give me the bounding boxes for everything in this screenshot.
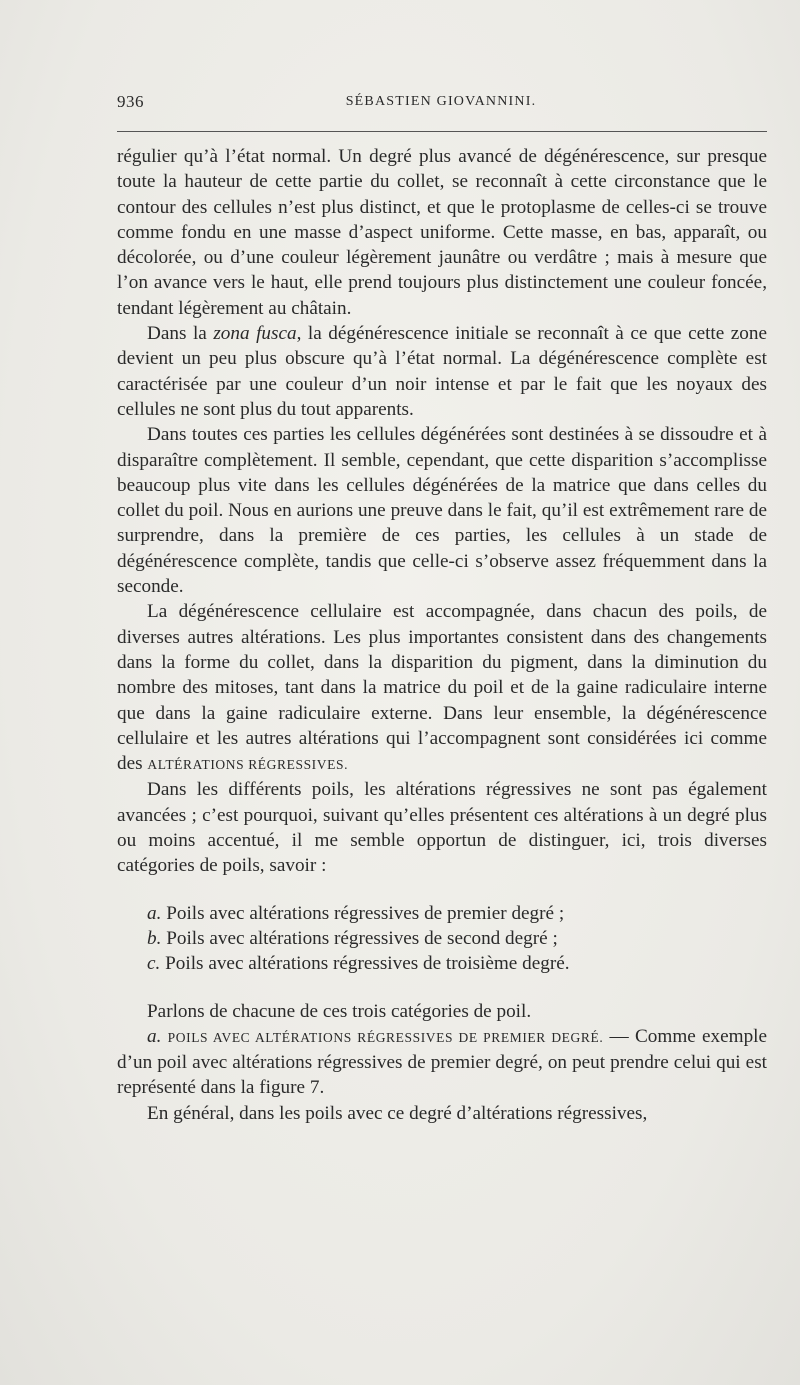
list-text-b: Poils avec altérations régressives de second degré ; [161, 927, 558, 949]
paragraph-2-rest: , la dégénérescence initiale se reconnaît à ce que cette zone devient un peu plus obscure qu’à l’état normal. La dégénérescence complète est caractérisée par une couleur d’un noir intense et par le fait que les noyaux des cellules ne sont plus du tout apparents. [117, 323, 768, 420]
running-head: SÉBASTIEN GIOVANNINI. [345, 94, 537, 109]
paragraph-4-start: La dégénérescence cellulaire est accompagnée, dans chacun des poils, de diverses autres altérations. Les plus importantes consistent dans des changements dans la forme du collet, dans la disparition du pigment, dans la diminution du nombre des mitoses, tant dans la matrice du poil et de la gaine radiculaire interne que dans la gaine radiculaire externe. Dans leur ensemble, la dégénérescence cellulaire et les autres altérations qui l’accompagnent sont considérées ici comme des [117, 601, 767, 775]
section-label-a: a. [147, 1025, 162, 1047]
list-item-a [117, 901, 767, 926]
paragraph-3: Dans toutes ces parties les cellules dégénérées sont destinées à se dissoudre et à disparaître complètement. Il semble, cependant, que cette disparition s’accomplisse beaucoup plus vite dans les cellules dégénérées de la matrice que dans celles du collet du poil. Nous en aurions une preuve dans le fait, qu’il est extrêmement rare de surprendre, dans la première de ces parties, les cellules à un stade de dégénérescence complète, tandis que celle-ci s’observe assez fréquemment dans la seconde. [117, 424, 767, 598]
page-header [117, 92, 765, 122]
paragraph-6: Parlons de chacune de ces trois catégories de poil. [147, 1000, 532, 1022]
list-item-b [117, 926, 767, 951]
paragraph-4-smallcaps: ALTÉRATIONS RÉGRESSIVES. [147, 757, 349, 773]
list-marker-b: b. [147, 927, 162, 949]
paragraph-1: régulier qu’à l’état normal. Un degré plus avancé de dégénérescence, sur presque toute la hauteur de cette partie du collet, se reconnaît à cette circonstance que le contour des cellules n’est plus distinct, et que le protoplasme de celles-ci se trouve comme fondu en une masse d’aspect uniforme. Cette masse, en bas, apparaît, ou décolorée, ou d’une couleur légèrement jaunâtre ou verdâtre ; mais à mesure que l’on avance vers le haut, elle prend toujours plus distinctement une couleur foncée, tendant légèrement au châtain. [117, 146, 767, 319]
list-marker-c: c. [147, 953, 161, 975]
paragraph-4 [117, 599, 767, 777]
list-item-c [117, 951, 767, 976]
category-list [117, 901, 767, 977]
list-text-a: Poils avec altérations régressives de premier degré ; [161, 902, 565, 924]
section-heading-smallcaps: POILS AVEC ALTÉRATIONS RÉGRESSIVES DE PREMIER DEGRÉ. [167, 1029, 604, 1045]
paragraph-2-start: Dans la [147, 323, 214, 345]
body-text [117, 144, 767, 1126]
paragraph-2 [117, 321, 767, 422]
page-number: 936 [117, 92, 144, 111]
paragraph-5: Dans les différents poils, les altérations régressives ne sont pas également avancées ; c’est pourquoi, suivant qu’elles présentent ces altérations à un degré plus ou moins accentué, il me semble opportun de distinguer, ici, trois diverses catégories de poils, savoir : [117, 779, 767, 877]
list-text-c: Poils avec altérations régressives de troisième degré. [160, 953, 570, 975]
paragraph-7-rest: — Comme exemple d’un poil avec altérations régressives de premier degré, on peut prendre celui qui est représenté dans la figure 7. [117, 1025, 768, 1099]
paragraph-2-italic: zona fusca [213, 323, 297, 345]
list-marker-a: a. [147, 902, 162, 924]
paragraph-8: En général, dans les poils avec ce degré d’altérations régressives, [147, 1102, 648, 1124]
paragraph-7 [117, 1024, 767, 1101]
header-rule [117, 131, 767, 132]
